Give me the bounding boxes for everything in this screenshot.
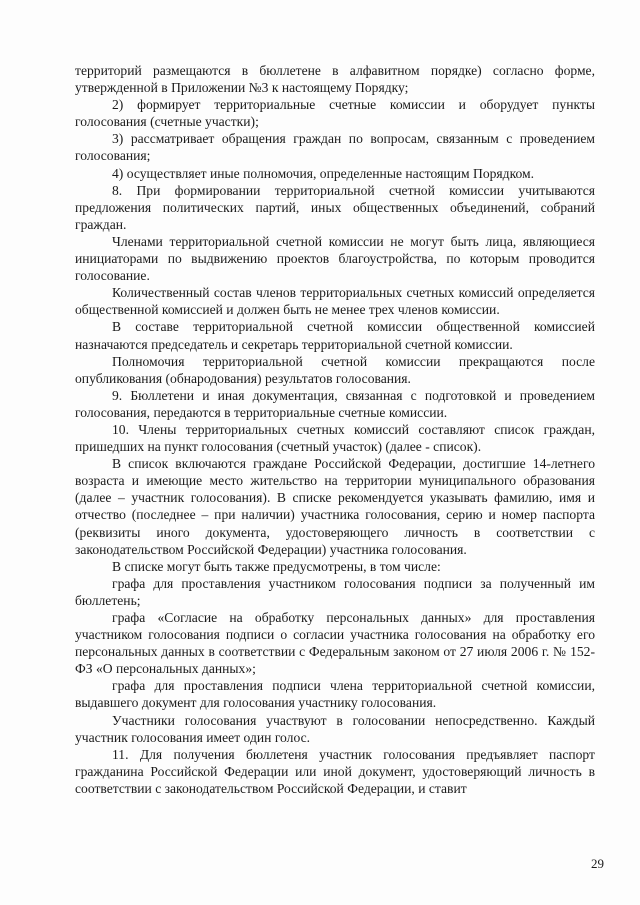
paragraph: графа «Согласие на обработку персональных данных» для проставления участником голосования подписи о согласии участника голосования на обработку его персональных данных в соответствии с Федеральным законом от 27 июля 2006 г. № 152-ФЗ «О персональных данных»; [75,610,595,677]
page-number: 29 [591,856,604,871]
paragraph: 2) формирует территориальные счетные комиссии и оборудует пункты голосования (счетные участки); [75,97,595,130]
paragraph: графа для проставления подписи члена территориальной счетной комиссии, выдавшего документ для голосования участнику голосования. [75,678,595,711]
paragraph: 11. Для получения бюллетеня участник голосования предъявляет паспорт гражданина Российской Федерации или иной документ, удостоверяющий личность в соответствии с законодательством Российской Федерации, и ставит [75,746,595,796]
paragraph: 10. Члены территориальных счетных комиссий составляют список граждан, пришедших на пункт голосования (счетный участок) (далее - список). [75,421,595,455]
paragraph: Участники голосования участвуют в голосовании непосредственно. Каждый участник голосования имеет один голос. [75,712,595,745]
paragraph: графа для проставления участником голосования подписи за полученный им бюллетень; [75,575,595,608]
paragraph: 9. Бюллетени и иная документация, связанная с подготовкой и проведением голосования, передаются в территориальные счетные комиссии. [75,387,595,420]
paragraph: Членами территориальной счетной комиссии не могут быть лица, являющиеся инициаторами по выдвижению проектов благоустройства, по которым проводится голосование. [75,233,595,284]
body-text [75,62,595,797]
paragraph: 8. При формировании территориальной счетной комиссии учитываются предложения политических партий, иных общественных объединений, собраний граждан. [75,182,595,232]
paragraph: Полномочия территориальной счетной комиссии прекращаются после опубликования (обнародования) результатов голосования. [75,353,595,386]
paragraph: 4) осуществляет иные полномочия, определенные настоящим Порядком. [112,165,535,181]
paragraph: Количественный состав членов территориальных счетных комиссий определяется общественной комиссией и должен быть не менее трех членов комиссии. [75,285,595,318]
paragraph: В составе территориальной счетной комиссии общественной комиссией назначаются председатель и секретарь территориальной счетной комиссии. [75,319,595,352]
paragraph: территорий размещаются в бюллетене в алфавитном порядке) согласно форме, утвержденной в Приложении №3 к настоящему Порядку; [75,63,595,96]
paragraph: 3) рассматривает обращения граждан по вопросам, связанным с проведением голосования; [75,131,595,164]
paragraph: В список включаются граждане Российской Федерации, достигшие 14-летнего возраста и имеющие место жительство на территории муниципального образования (далее – участник голосования). В списке рекомендуется указывать фамилию, имя и отчество (последнее – при наличии) участника голосования, серию и номер паспорта (реквизиты иного документа, удостоверяющего личность в соответствии с законодательством Российской Федерации) участника голосования. [75,456,595,557]
paragraph: В списке могут быть также предусмотрены, в том числе: [112,558,441,574]
